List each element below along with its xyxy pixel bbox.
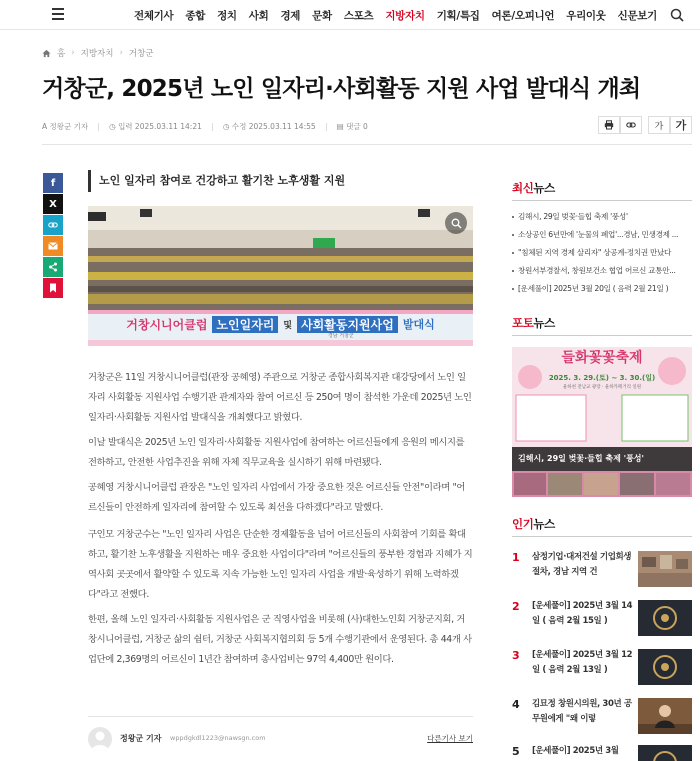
clock-icon: ◷ (222, 122, 232, 131)
modified-meta (223, 121, 316, 132)
main-menu (134, 0, 669, 30)
rank-number: 4 (512, 698, 520, 711)
fortune-image (638, 649, 692, 685)
search-icon[interactable] (670, 8, 684, 22)
popular-thumbnail (638, 649, 692, 685)
share-bar (43, 173, 63, 298)
heading-accent: 포토 (512, 316, 534, 330)
nav-item[interactable]: 스포츠 (343, 9, 374, 22)
construction-site-image (638, 551, 692, 587)
article-title: 거창군, 2025년 노인 일자리·사회활동 지원 사업 발대식 개최 (42, 76, 641, 102)
article-subtitle: 노인 일자리 참여로 건강하고 활기찬 노후생활 지원 (88, 170, 473, 192)
popular-thumbnail (638, 745, 692, 761)
popular-item[interactable] (512, 551, 692, 597)
x-icon: X (49, 198, 57, 210)
comment-count: 댓글 0 (346, 122, 368, 131)
rank-number: 5 (512, 745, 520, 758)
article-meta (42, 121, 368, 132)
header-divider (42, 144, 692, 145)
comments-meta[interactable] (337, 121, 368, 132)
rank-number: 1 (512, 551, 520, 564)
mail-share-button[interactable] (43, 236, 63, 256)
comment-icon: ▤ (336, 122, 347, 131)
mail-icon (48, 242, 58, 250)
popular-headline: 삼정기업·대저건설 기업회생 절차, 경남 지역 건 (532, 552, 632, 577)
breadcrumb-separator: › (71, 48, 75, 58)
bookmark-button[interactable] (43, 278, 63, 298)
facebook-icon: f (50, 177, 56, 189)
banner-org: 거창시니어클럽 (126, 317, 208, 332)
latest-news-heading (512, 180, 555, 196)
banner-sign: 경남 거창군 (328, 333, 354, 339)
modified-date: 수정 2025.03.11 14:55 (231, 122, 316, 131)
heading-accent: 최신 (512, 181, 534, 195)
meta-divider (212, 123, 213, 131)
popular-headline: [운세풀이] 2025년 3월 12일 ( 음력 2월 13일 ) (532, 650, 633, 675)
banner-and: 및 (283, 320, 293, 331)
article-tools (598, 116, 642, 134)
link-icon (48, 220, 58, 230)
article-paragraph: 한편, 올해 노인 일자리·사회활동 지원사업은 군 직영사업을 비롯해 (사)대한노인회 거창군지회, 거창시니어클럽, 거창군 삶의 쉼터, 거창군 사회복지협의회 등 5개 수행기관에서 운영된다. 총 44개 사업단에 2,369명의 어르신이 1년간 참여하며 총사업비는 97억 4,400만 원이다. (88, 614, 472, 665)
list-item[interactable]: [운세풀이] 2025년 3월 20일 ( 음력 2월 21일 ) (512, 280, 692, 298)
festival-poster-illustration (512, 347, 692, 497)
bookmark-icon (49, 283, 57, 293)
nav-item[interactable]: 문화 (312, 9, 332, 22)
link-icon (626, 120, 636, 130)
popular-thumbnail (638, 600, 692, 636)
breadcrumb (42, 47, 154, 59)
reporter-name: 정왕군 기자 (49, 122, 89, 131)
nav-item[interactable]: 사회 (248, 9, 269, 22)
breadcrumb-separator: › (119, 48, 123, 58)
popular-thumbnail (638, 698, 692, 734)
copy-link-button[interactable] (620, 116, 642, 134)
photo-news-caption: 김해시, 29일 벚꽃·들힙 축제 '풍성' (512, 447, 692, 471)
published-meta (109, 121, 202, 132)
reporter-meta (42, 121, 88, 132)
popular-headline: [운세풀이] 2025년 3월 14일 ( 음력 2월 15일 ) (532, 601, 633, 626)
meta-divider (326, 123, 327, 131)
nav-item[interactable]: 기획/특집 (436, 9, 480, 22)
breadcrumb-section[interactable]: 지방자치 (80, 49, 114, 59)
zoom-icon (451, 218, 462, 229)
latest-news-list (512, 208, 692, 298)
photo-news-card[interactable] (512, 347, 692, 497)
heading-text: 뉴스 (533, 517, 555, 531)
published-date: 입력 2025.03.11 14:21 (118, 122, 202, 131)
avatar (88, 727, 112, 751)
list-item[interactable]: 소상공인 6년만에 '눈물의 폐업'...경남, 민생경제 ... (512, 226, 692, 244)
nav-item[interactable]: 전체기사 (134, 9, 174, 22)
heading-divider (512, 536, 692, 537)
article-photo[interactable] (88, 206, 473, 346)
banner-ceremony: 발대식 (402, 318, 435, 331)
rank-number: 2 (512, 600, 520, 613)
popular-news-heading (512, 516, 555, 532)
font-smaller-button[interactable]: 가 (648, 116, 670, 134)
menu-icon[interactable] (52, 8, 64, 20)
heading-divider (512, 200, 692, 201)
author-email[interactable]: wppdgkdl1223@nawsgn.com (170, 734, 266, 742)
font-larger-button[interactable]: 가 (670, 116, 692, 134)
breadcrumb-region[interactable]: 거창군 (128, 49, 154, 59)
council-member-image (638, 698, 692, 734)
meta-divider (98, 123, 99, 131)
popular-item[interactable] (512, 745, 692, 761)
print-button[interactable] (598, 116, 620, 134)
reporter-icon: A (42, 122, 50, 131)
popular-item[interactable] (512, 600, 692, 646)
photo-news-heading (512, 315, 555, 331)
poster-date: 2025. 3. 29.(토) ~ 3. 30.(일) (548, 374, 656, 382)
clock-icon: ◷ (109, 122, 119, 131)
home-icon (42, 49, 51, 58)
popular-item[interactable] (512, 649, 692, 695)
fortune-image (638, 600, 692, 636)
fortune-image (638, 745, 692, 761)
nav-item[interactable]: 우리이웃 (566, 9, 606, 22)
article-paragraph: 구인모 거창군수는 "노인 일자리 사업은 단순한 경제활동을 넘어 어르신들의 사회참여 기회를 확대하고, 활기찬 노후생활을 지원하는 매우 중요한 사업이다"라며 "어르신들의 풍부한 경험과 지혜가 지역사회 곳곳에서 활약할 수 있도록 지속 가능한 노인 일자리 사업을 개발·육성하기 위해 노력하겠다"라고 전했다. (88, 529, 473, 600)
breadcrumb-home[interactable]: 홈 (57, 49, 66, 59)
photo-banner (88, 312, 473, 336)
facebook-share-button[interactable] (43, 173, 63, 193)
list-item[interactable]: 창원서부경찰서, 창원보건소 협업 어르신 교통안... (512, 262, 692, 280)
user-icon (88, 727, 112, 751)
heading-text: 뉴스 (533, 316, 555, 330)
article-paragraph: 거창군은 11일 거창시니어클럽(관장 공혜영) 주관으로 거창군 종합사회복지관 대강당에서 노인 일자리 사회활동 지원사업 수행기관 관계자와 참여 어르신 등 250여 명이 참석한 가운데 2025년 노인 일자리·사회활동 지원사업 발대식을 개최했다고 밝혔다. (88, 372, 472, 423)
popular-headline: 김묘정 창원시의원, 30년 공무원에게 "왜 이렇 (532, 699, 632, 724)
rank-number: 3 (512, 649, 520, 662)
zoom-button[interactable] (445, 212, 467, 234)
article-paragraph: 이날 발대식은 2025년 노인 일자리·사회활동 지원사업에 참여하는 어르신들에게 응원의 메시지를 전하하고, 안전한 사업추진을 위해 자체 직무교육을 실시하기 위해 마련됐다. (88, 437, 465, 468)
popular-headline: [운세풀이] 2025년 3월 (532, 746, 619, 756)
heading-divider (512, 335, 692, 336)
nav-item[interactable]: 종합 (185, 9, 206, 22)
nav-item[interactable]: 신문보기 (617, 9, 657, 22)
author-name[interactable]: 정왕군 기자 (120, 734, 162, 743)
popular-thumbnail (638, 551, 692, 587)
poster-location: 율하천 전남교 광장 · 율하카페거리 일원 (562, 385, 642, 390)
list-item[interactable]: "침체된 지역 경제 살리자" 상공계-정치권 만났다 (512, 244, 692, 262)
poster-title: 들화꽃꽃축제 (561, 350, 643, 366)
print-icon (604, 120, 614, 130)
x-share-button[interactable] (43, 194, 63, 214)
share-icon (48, 262, 58, 272)
link-share-button[interactable] (43, 215, 63, 235)
more-articles-link[interactable]: 다른기사 보기 (427, 734, 473, 743)
banner-social: 사회활동지원사업 (297, 316, 398, 333)
popular-item[interactable] (512, 698, 692, 744)
heading-text: 뉴스 (533, 181, 555, 195)
share-button[interactable] (43, 257, 63, 277)
nav-item[interactable]: 여론/오피니언 (491, 9, 555, 22)
heading-accent: 인기 (512, 517, 534, 531)
nav-item[interactable]: 정치 (217, 9, 237, 22)
author-box (88, 716, 473, 761)
list-item[interactable]: 김해시, 29일 벚꽃·들힙 축제 '풍성' (512, 208, 692, 226)
nav-item[interactable]: 경제 (280, 9, 301, 22)
article-paragraph: 공혜영 거창시니어클럽 관장은 "노인 일자리 사업에서 가장 중요한 것은 어르신들 안전"이라며 "어르신들이 안전하게 일자리에 참여할 수 있도록 최선을 다하겠다"라고 말했다. (88, 482, 466, 513)
top-navigation (0, 0, 700, 30)
banner-jobs: 노인일자리 (212, 316, 278, 333)
nav-item[interactable]: 지방자치 (385, 9, 425, 22)
